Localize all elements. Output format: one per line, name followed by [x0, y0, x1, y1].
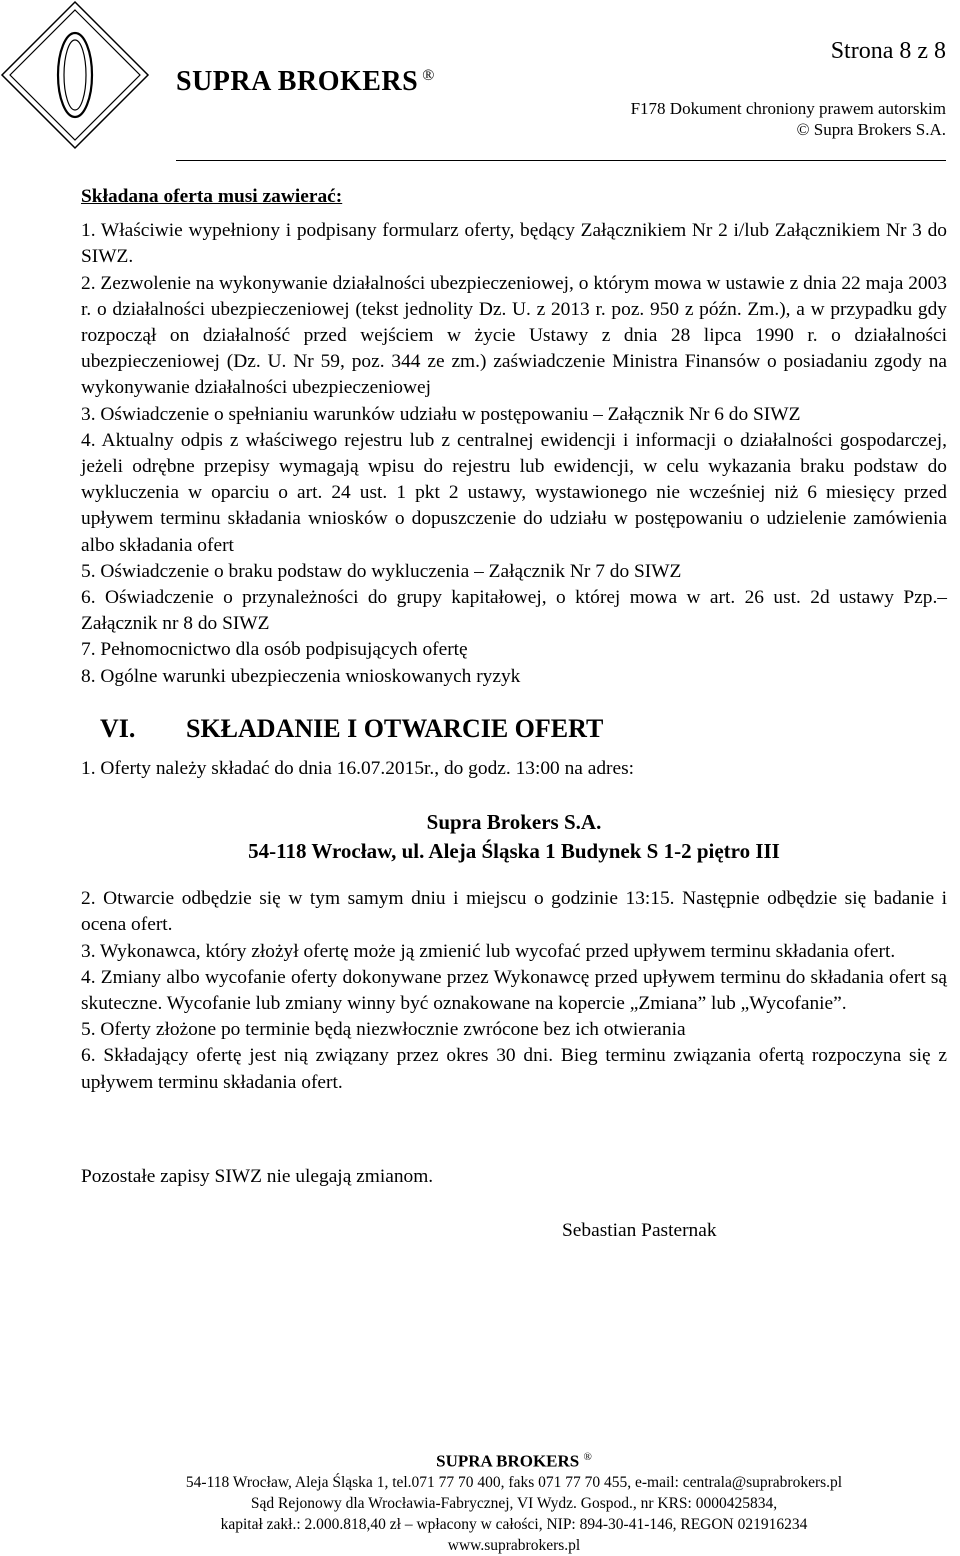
list-item: 2. Otwarcie odbędzie się w tym samym dniu i miejscu o godzinie 13:15. Następnie odbędzie się badanie i ocena ofert.	[81, 888, 947, 936]
list-item: 5. Oświadczenie o braku podstaw do wykluczenia – Załącznik Nr 7 do SIWZ	[81, 560, 682, 582]
footer-capital: kapitał zakł.: 2.000.818,40 zł – wpłacony w całości, NIP: 894-30-41-146, REGON 021916234	[220, 1515, 808, 1533]
chapter-heading	[100, 713, 947, 743]
chapter-number: VI.	[100, 713, 136, 743]
registered-mark: ®	[422, 66, 435, 84]
list-item: 4. Aktualny odpis z właściwego rejestru lub z centralnej ewidencji i informacji o działalności gospodarczej, jeżeli odrębne przepisy wymagają wpisu do rejestru lub ewidencji, w celu wykazania braku podstaw do wykluczenia w oparciu o art. 24 ust. 1 pkt 2 ustawy, wystawionego nie wcześniej niż 6 miesięcy przed upływem terminu składania wniosków o dopuszczenie do udziału w postępowaniu o udzielenie zamówienia albo składania ofert	[81, 429, 947, 556]
list-item: 3. Oświadczenie o spełnianiu warunków udziału w postępowaniu – Załącznik Nr 6 do SIWZ	[81, 403, 801, 425]
list-item: 7. Pełnomocnictwo dla osób podpisujących ofertę	[81, 639, 468, 661]
company-logo	[0, 0, 150, 150]
list-item: 3. Wykonawca, który złożył ofertę może ją zmienić lub wycofać przed upływem terminu składania ofert.	[81, 940, 896, 962]
chapter-title: SKŁADANIE I OTWARCIE OFERT	[186, 713, 604, 743]
footer-court: Sąd Rejonowy dla Wrocławia-Fabrycznej, VI Wydz. Gospod., nr KRS: 0000425834,	[250, 1494, 778, 1512]
document-protection-note: F178 Dokument chroniony prawem autorskim	[630, 99, 946, 118]
section-heading: Składana oferta musi zawierać:	[81, 186, 343, 207]
copyright-note	[631, 98, 946, 140]
list-item: 6. Oświadczenie o przynależności do grupy kapitałowej, o której mowa w art. 26 ust. 2d ustawy Pzp.– Załącznik nr 8 do SIWZ	[81, 587, 947, 635]
header-brand: SUPRA BROKERS ®	[176, 66, 435, 97]
list-item: 8. Ogólne warunki ubezpieczenia wnioskowanych ryzyk	[81, 665, 521, 687]
header-divider	[176, 160, 946, 161]
copyright-line: © Supra Brokers S.A.	[796, 120, 946, 139]
list-item: 2. Zezwolenie na wykonywanie działalności ubezpieczeniowej, o którym mowa w ustawie z dnia 22 maja 2003 r. o działalności ubezpieczeniowej (tekst jednolity Dz. U. z 2013 r. poz. 950 z późn. Zm.), a w przypadku gdy rozpoczął on działalność przed wejściem w życie Ustawy z dnia 28 lipca 1990 r. o działalności ubezpieczeniowej (Dz. U. Nr 59, poz. 344 ze zm.) zaświadczenie Ministra Finansów o posiadaniu zgody na wykonywanie działalności ubezpieczeniowej	[81, 272, 947, 399]
signature-name: Sebastian Pasternak	[562, 1220, 717, 1242]
address-street: 54-118 Wrocław, ul. Aleja Śląska 1 Budynek S 1-2 piętro III	[248, 839, 780, 864]
list-item: 6. Składający ofertę jest nią związany przez okres 30 dni. Bieg terminu związania ofertą rozpoczyna się z upływem terminu składania ofert.	[81, 1045, 947, 1093]
page-footer	[80, 1447, 948, 1556]
footer-brand: SUPRA BROKERS ®	[436, 1451, 592, 1471]
list-item: 1. Właściwie wypełniony i podpisany formularz oferty, będący Załącznikiem Nr 2 i/lub Załącznikiem Nr 3 do SIWZ.	[81, 220, 947, 268]
page-number: Strona 8 z 8	[830, 38, 946, 64]
closing-statement: Pozostałe zapisy SIWZ nie ulegają zmianom.	[81, 1165, 434, 1187]
list-item: 5. Oferty złożone po terminie będą niezwłocznie zwrócone bez ich otwierania	[81, 1019, 686, 1041]
footer-website: www.suprabrokers.pl	[447, 1536, 581, 1554]
footer-address: 54-118 Wrocław, Aleja Śląska 1, tel.071 77 70 400, faks 071 77 70 455, e-mail: centrala@suprabrokers.pl	[185, 1473, 843, 1491]
document-body	[81, 184, 947, 1244]
address-company: Supra Brokers S.A.	[426, 810, 602, 835]
list-item: 1. Oferty należy składać do dnia 16.07.2015r., do godz. 13:00 na adres:	[81, 758, 635, 780]
list-item: 4. Zmiany albo wycofanie oferty dokonywane przez Wykonawcę przed upływem terminu do składania ofert są skuteczne. Wycofanie lub zmiany winny być oznakowane na kopercie „Zmiana” lub „Wycofanie”.	[81, 966, 947, 1015]
registered-mark: ®	[583, 1451, 592, 1463]
